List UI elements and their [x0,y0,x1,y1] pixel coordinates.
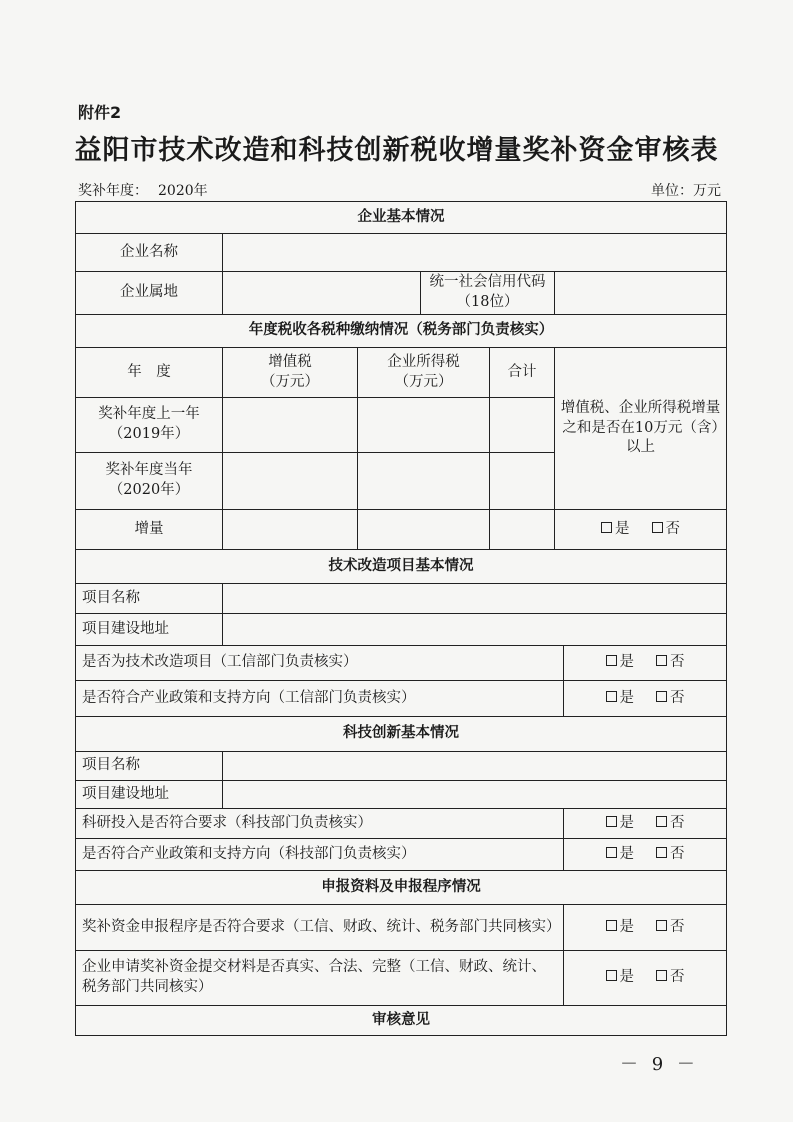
curr-total-field[interactable] [490,453,555,510]
company-location-field[interactable] [223,272,421,315]
award-year [78,180,208,200]
innov-project-name-field[interactable] [223,752,727,781]
no-checkbox[interactable] [656,970,667,981]
no-label: 否 [670,845,685,862]
row-increase: 增量 [76,510,223,550]
innov-policy-choice [564,839,727,871]
yes-label: 是 [619,654,635,671]
materials-choice [564,951,727,1006]
award-year-value: 2020年 [158,183,208,199]
curr-cit-field[interactable] [358,453,490,510]
reform-project-name-field[interactable] [223,584,727,614]
no-checkbox[interactable] [656,655,667,666]
threshold-choice [555,510,727,550]
company-location-label: 企业属地 [76,272,223,315]
yes-label: 是 [619,969,635,986]
increase-vat-field[interactable] [223,510,358,550]
section-application: 申报资料及申报程序情况 [76,871,727,905]
reform-policy-choice [564,681,727,717]
innov-project-site-field[interactable] [223,781,727,809]
innov-project-site-label: 项目建设地址 [76,781,223,809]
prev-total-field[interactable] [490,398,555,453]
no-label: 否 [665,520,681,537]
yes-label: 是 [619,918,635,935]
col-vat-line1: 增值税 [268,353,312,370]
materials-question: 企业申请奖补资金提交材料是否真实、合法、完整（工信、财政、统计、税务部门共同核实） [76,951,564,1006]
col-vat [223,348,358,398]
is-reform-question: 是否为技术改造项目（工信部门负责核实） [76,646,564,681]
col-vat-line2: （万元） [261,373,319,390]
no-checkbox[interactable] [656,691,667,702]
no-checkbox[interactable] [656,847,667,858]
yes-checkbox[interactable] [606,920,617,931]
is-reform-choice [564,646,727,681]
credit-code-label-line1: 统一社会信用代码 [429,274,546,291]
reform-project-site-field[interactable] [223,614,727,646]
row-prev-year-line2: （2019年） [108,426,190,442]
col-cit-line1: 企业所得税 [387,353,460,370]
innov-project-name-label: 项目名称 [76,752,223,781]
section-basic: 企业基本情况 [76,202,727,234]
no-checkbox[interactable] [656,816,667,827]
section-review: 审核意见 [76,1006,727,1036]
rd-question: 科研投入是否符合要求（科技部门负责核实） [76,809,564,839]
section-tech-innov: 科技创新基本情况 [76,717,727,752]
yes-checkbox[interactable] [606,847,617,858]
increase-cit-field[interactable] [358,510,490,550]
yes-checkbox[interactable] [606,970,617,981]
no-checkbox[interactable] [652,522,663,533]
reform-policy-question: 是否符合产业政策和支持方向（工信部门负责核实） [76,681,564,717]
row-curr-year-line1: 奖补年度当年 [105,462,193,479]
yes-label: 是 [619,689,635,706]
col-total: 合计 [490,348,555,398]
credit-code-label-line2: （18位） [456,294,519,310]
company-name-field[interactable] [223,234,727,272]
no-label: 否 [670,969,685,986]
attachment-label: 附件2 [78,103,122,122]
row-curr-year-line2: （2020年） [108,482,190,498]
page-number: － 9 － [620,1054,699,1075]
curr-vat-field[interactable] [223,453,358,510]
row-curr-year [76,453,223,510]
page-title: 益阳市技术改造和科技创新税收增量奖补资金审核表 [74,135,719,166]
no-checkbox[interactable] [656,920,667,931]
yes-checkbox[interactable] [601,522,612,533]
reform-project-name-label: 项目名称 [76,584,223,614]
prev-vat-field[interactable] [223,398,358,453]
col-cit [358,348,490,398]
row-prev-year [76,398,223,453]
unit-label: 单位：万元 [651,183,721,199]
innov-policy-question: 是否符合产业政策和支持方向（科技部门负责核实） [76,839,564,871]
award-year-label: 奖补年度： [78,183,148,199]
col-year: 年 度 [76,348,223,398]
col-cit-line2: （万元） [394,373,453,390]
row-prev-year-line1: 奖补年度上一年 [98,406,200,423]
reform-project-site-label: 项目建设地址 [76,614,223,646]
procedure-choice [564,905,727,951]
yes-label: 是 [615,520,630,537]
yes-label: 是 [619,845,635,862]
section-tax: 年度税收各税种缴纳情况（税务部门负责核实） [76,315,727,348]
threshold-note: 增值税、企业所得税增量之和是否在10万元（含）以上 [555,348,727,510]
no-label: 否 [670,814,685,831]
procedure-question: 奖补资金申报程序是否符合要求（工信、财政、统计、税务部门共同核实） [76,905,564,951]
company-name-label: 企业名称 [76,234,223,272]
yes-checkbox[interactable] [606,655,617,666]
credit-code-label [421,272,555,315]
prev-cit-field[interactable] [358,398,490,453]
section-tech-reform: 技术改造项目基本情况 [76,550,727,584]
no-label: 否 [670,918,685,935]
credit-code-field[interactable] [555,272,727,315]
yes-checkbox[interactable] [606,816,617,827]
review-form-table [75,201,727,1036]
yes-checkbox[interactable] [606,691,617,702]
no-label: 否 [670,689,685,706]
no-label: 否 [670,654,685,671]
increase-total-field[interactable] [490,510,555,550]
rd-choice [564,809,727,839]
yes-label: 是 [619,814,635,831]
